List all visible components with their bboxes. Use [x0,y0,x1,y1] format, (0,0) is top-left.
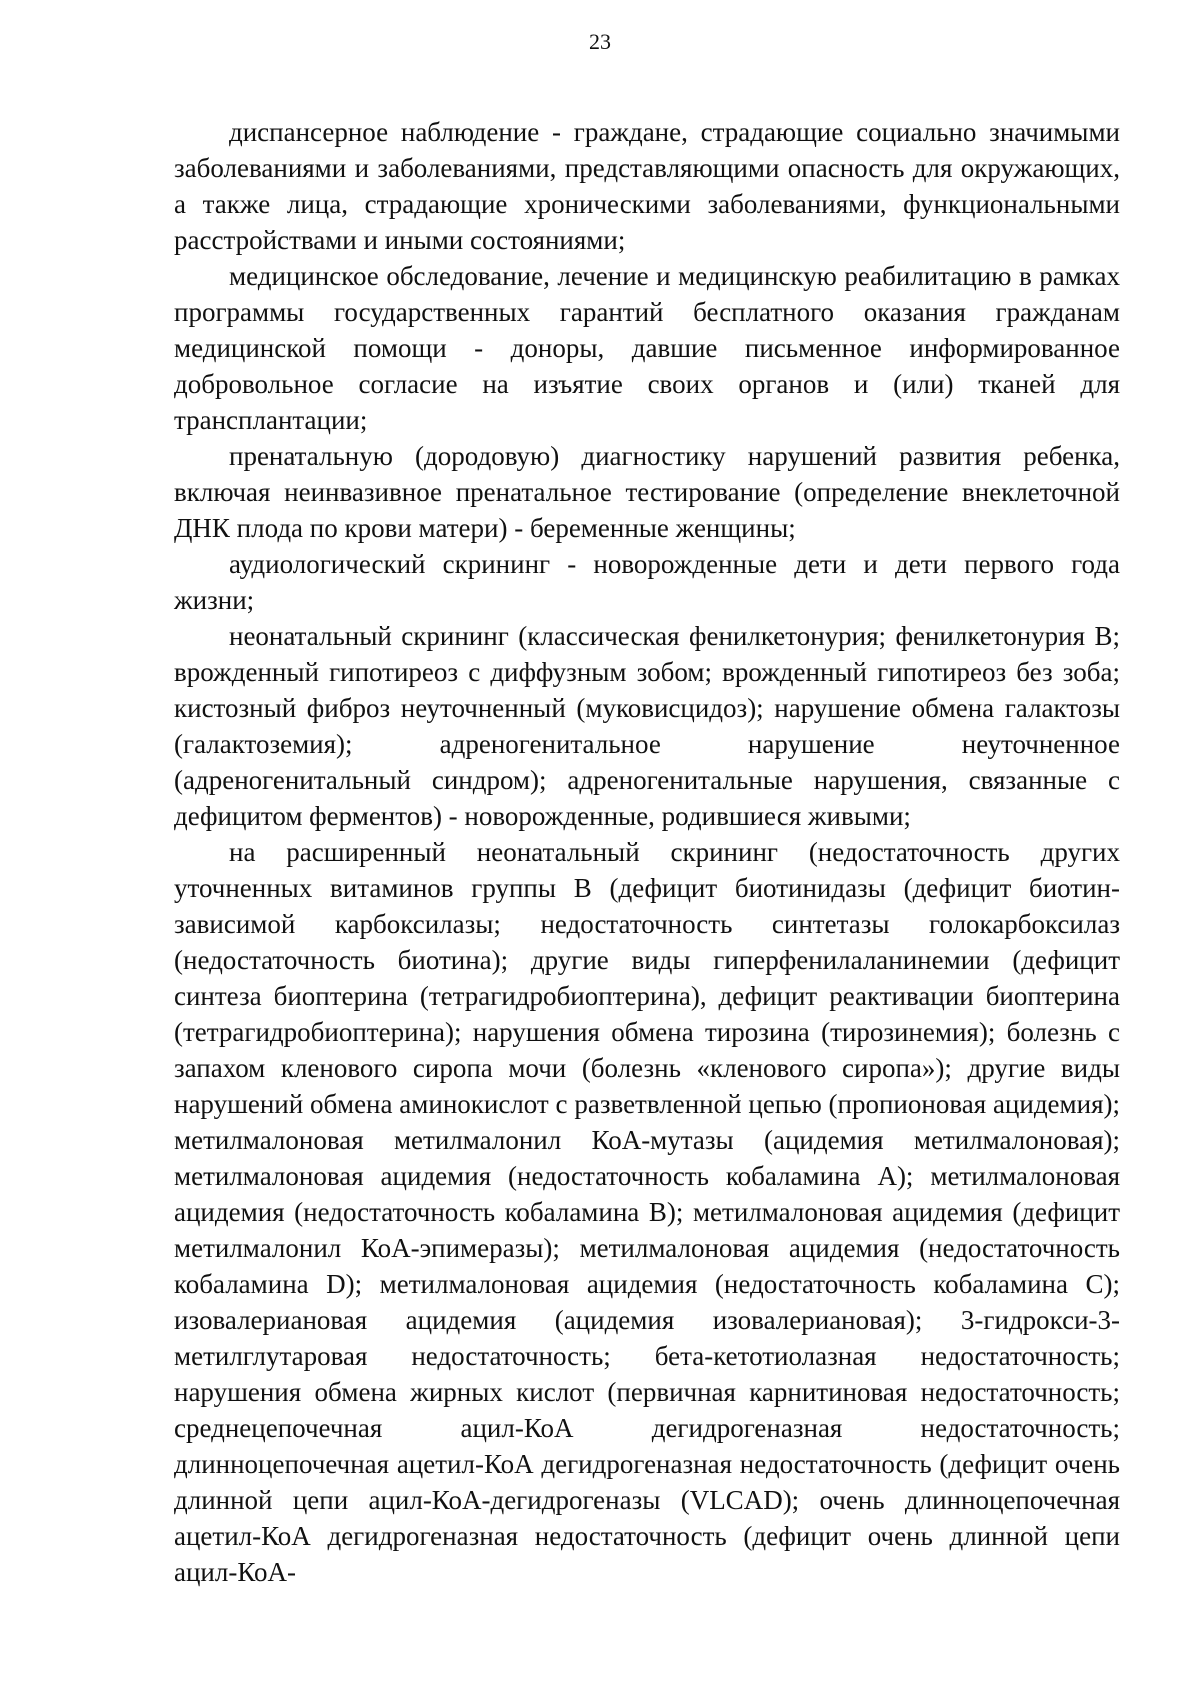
paragraph-dispensary-observation: диспансерное наблюдение - граждане, страдающие социально значимыми заболеваниями и заболеваниями, представляющими опасность для окружающих, а также лица, страдающие хроническими заболеваниями, функциональными расстройствами и иными состояниями; [174,117,1120,255]
paragraph-extended-neonatal-screening: на расширенный неонатальный скрининг (недостаточность других уточненных витаминов группы B (дефицит биотинидазы (дефицит биотин-зависимой карбоксилазы; недостаточность синтетазы голокарбоксилаз (недостаточность биотина); другие виды гиперфенилаланинемии (дефицит синтеза биоптерина (тетрагидробиоптерина), дефицит реактивации биоптерина (тетрагидробиоптерина); нарушения обмена тирозина (тирозинемия); болезнь с запахом кленового сиропа мочи (болезнь «кленового сиропа»); другие виды нарушений обмена аминокислот с разветвленной цепью (пропионовая ацидемия); метилмалоновая метилмалонил КоА-мутазы (ацидемия метилмалоновая); метилмалоновая ацидемия (недостаточность кобаламина A); метилмалоновая ацидемия (недостаточность кобаламина B); метилмалоновая ацидемия (дефицит метилмалонил КоА-эпимеразы); метилмалоновая ацидемия (недостаточность кобаламина D); метилмалоновая ацидемия (недостаточность кобаламина C); изовалериановая ацидемия (ацидемия изовалериановая); 3-гидрокси-3-метилглутаровая недостаточность; бета-кетотиолазная недостаточность; нарушения обмена жирных кислот (первичная карнитиновая недостаточность; среднецепочечная ацил-КоА дегидрогеназная недостаточность; длинноцепочечная ацетил-КоА дегидрогеназная недостаточность (дефицит очень длинной цепи ацил-КоА-дегидрогеназы (VLCAD); очень длинноцепочечная ацетил-КоА дегидрогеназная недостаточность (дефицит очень длинной цепи ацил-КоА- [174,837,1120,1587]
paragraph-neonatal-screening: неонатальный скрининг (классическая фенилкетонурия; фенилкетонурия B; врожденный гипотиреоз с диффузным зобом; врожденный гипотиреоз без зоба; кистозный фиброз неуточненный (муковисцидоз); нарушение обмена галактозы (галактоземия); адреногенитальное нарушение неуточненное (адреногенитальный синдром); адреногенитальные нарушения, связанные с дефицитом ферментов) - новорожденные, родившиеся живыми; [174,621,1120,831]
page-number: 23 [589,29,611,54]
paragraph-medical-examination-donors: медицинское обследование, лечение и медицинскую реабилитацию в рамках программы государственных гарантий бесплатного оказания гражданам медицинской помощи - доноры, давшие письменное информированное добровольное согласие на изъятие своих органов и (или) тканей для трансплантации; [174,261,1120,435]
body-text [174,114,1120,1590]
paragraph-audiological-screening: аудиологический скрининг - новорожденные дети и дети первого года жизни; [174,549,1120,615]
paragraph-prenatal-diagnostics: пренатальную (дородовую) диагностику нарушений развития ребенка, включая неинвазивное пренатальное тестирование (определение внеклеточной ДНК плода по крови матери) - беременные женщины; [174,441,1120,543]
